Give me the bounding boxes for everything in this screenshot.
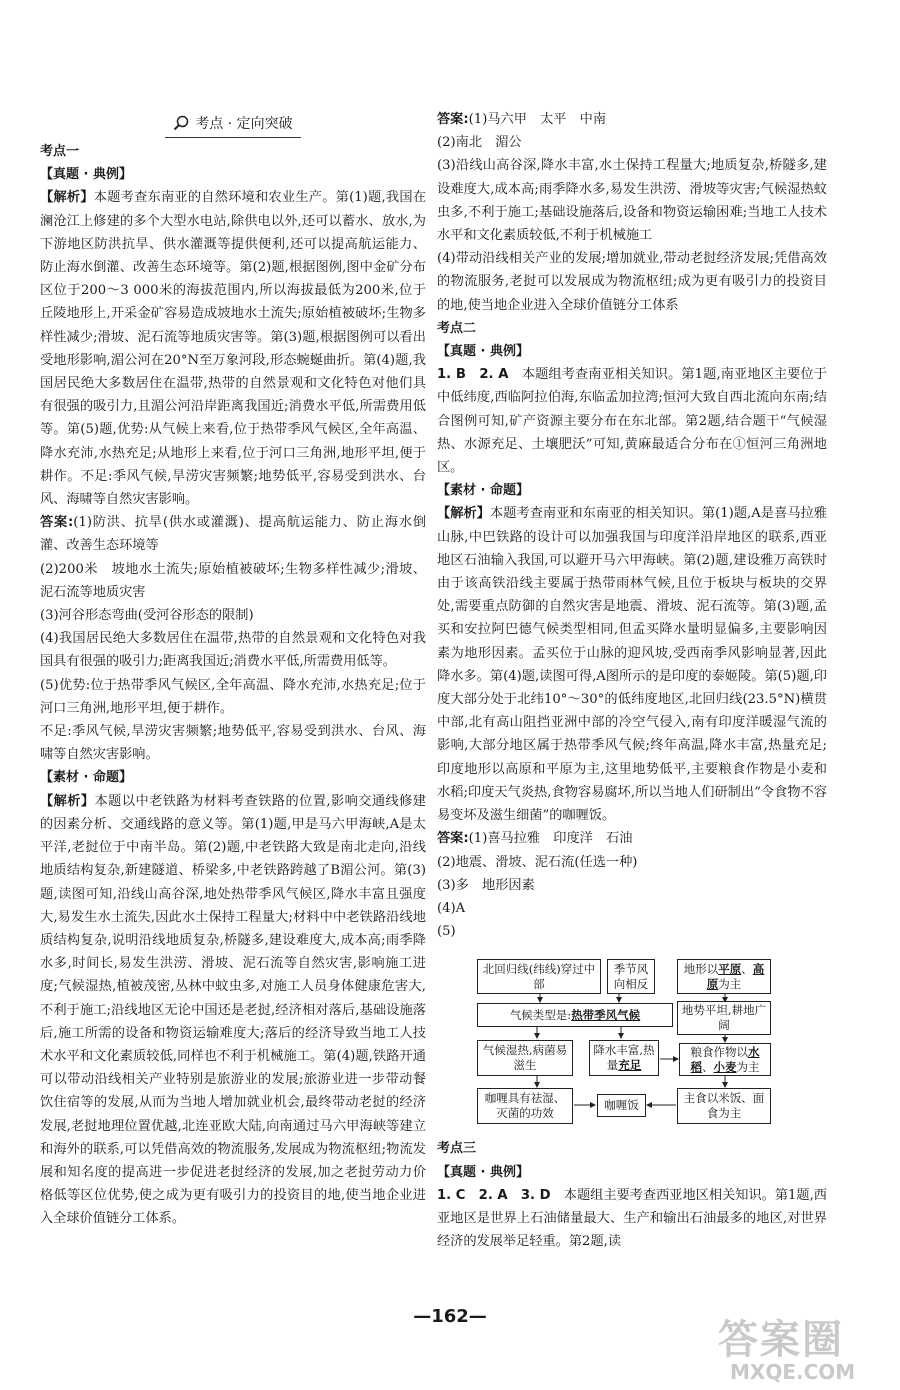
- paragraph: [437, 247, 827, 317]
- paragraph-text: 本题考查南亚和东南亚的相关知识。第(1)题,A是喜马拉雅山脉,中巴铁路的设计可以加强我国与印度洋沿岸地区的联系,西亚地区石油输入我国,可以避开马六甲海峡。第(2)题,建设雅万高铁时由于该高铁沿线主要属于热带雨林气候,且位于板块与板块的交界处,需要重点防御的自然灾害是地震、滑坡、泥石流等。第(3)题,孟买和安拉阿巴德气候类型相同,但孟买降水量明显偏多,主要影响因素为地形因素。孟买位于山脉的迎风坡,受西南季风影响显著,因此降水多。第(4)题,读图可得,A图所示的是印度的泰姬陵。第(5)题,印度大部分处于北纬10°～30°的低纬度地区,北回归线(23.5°N)横贯中部,北有高山阻挡亚洲中部的冷空气侵入,南有印度洋暖湿气流的影响,大部分地区属于热带季风气候;终年高温,降水丰富,热量充足;印度地形以高原和平原为主,这里地势低平,主要粮食作物是小麦和水稻;印度天气炎热,食物容易腐坏,所以当地人们研制出“令食物不容易变坏及滋生细菌”的咖喱饭。: [437, 506, 827, 824]
- section-heading: 【真题 · 典例】: [40, 167, 132, 183]
- paragraph-text: (5): [437, 924, 456, 940]
- watermark-bottom: MXQE.COM: [730, 1360, 856, 1384]
- flow-key: 高原: [706, 961, 765, 991]
- flow-key: 平原: [718, 961, 742, 976]
- paragraph: [40, 604, 426, 627]
- paragraph-text: (1)防洪、抗旱(供水或灌溉)、提高航运能力、防止海水倒灌、改善生态环境等: [40, 515, 427, 554]
- paragraph-lead: 答案:: [40, 515, 74, 531]
- paragraph: [40, 558, 426, 604]
- flow-key: 小麦: [713, 1059, 737, 1074]
- right-column: [437, 108, 827, 1253]
- paragraph: [437, 108, 827, 131]
- right-column-text: [437, 108, 827, 943]
- paragraph: [40, 674, 426, 720]
- watermark-logo: [718, 1318, 896, 1384]
- flow-box-humid: [477, 1040, 573, 1076]
- paragraph-text: (2)地震、滑坡、泥石流(任选一种): [437, 854, 638, 870]
- flow-text: 地形以: [683, 961, 719, 976]
- flow-box-monsoon-wind-text: 季节风向相反: [613, 961, 649, 991]
- flow-box-terrain-text: [680, 962, 768, 992]
- flow-text: 粮食作物以: [690, 1044, 748, 1059]
- flow-box-curry-rice: [597, 1094, 646, 1117]
- paragraph-text: (3)河谷形态弯曲(受河谷形态的限制): [40, 608, 254, 624]
- flow-text: 、: [702, 1059, 714, 1074]
- flow-box-rain-text: [592, 1043, 656, 1073]
- paragraph: [437, 920, 827, 943]
- left-column: [40, 140, 426, 1231]
- flow-box-humid-text: 气候湿热,病菌易滋生: [482, 1043, 568, 1073]
- right-column-tail: [437, 1137, 827, 1253]
- section-banner-title: 考点 · 定向突破: [195, 116, 293, 132]
- paragraph: [437, 827, 827, 850]
- section-banner-inner: [165, 113, 300, 138]
- flow-key: 充足: [618, 1058, 642, 1073]
- flow-box-curry-effect-text: 咖喱具有祛湿、灭菌的功效: [484, 1091, 566, 1121]
- paragraph-lead: 【解析】: [40, 190, 94, 206]
- paragraph-lead: 【解析】: [40, 793, 95, 809]
- flow-box-crops-text: [682, 1045, 768, 1075]
- flow-box-staple: [677, 1088, 771, 1124]
- paragraph-lead: 【解析】: [437, 506, 490, 522]
- watermark-top: 答案圈: [718, 1317, 844, 1363]
- flow-box-curry-rice-text: 咖喱饭: [604, 1098, 639, 1113]
- flow-text: 气候类型是:: [509, 1007, 572, 1022]
- paragraph: [437, 502, 827, 827]
- paragraph-lead: 答案:: [437, 831, 469, 847]
- paragraph-lead: 1. B 2. A: [437, 367, 522, 383]
- paragraph-lead: 1. C 2. A 3. D: [437, 1187, 564, 1203]
- paragraph: [40, 720, 426, 766]
- flowchart: [437, 947, 827, 1137]
- paragraph-text: (5)优势:位于热带季风气候区,全年高温、降水充沛,水热充足;位于河口三角洲,地形平坦,便于耕作。: [40, 677, 426, 716]
- section-heading: 考点三: [437, 1141, 477, 1157]
- paragraph-text: (1)喜马拉雅 印度洋 石油: [468, 831, 633, 847]
- flow-box-terrain: [677, 959, 771, 994]
- paragraph: [40, 627, 426, 673]
- flow-box-flat: [677, 1001, 771, 1035]
- paragraph: [40, 186, 426, 511]
- paragraph: [437, 131, 827, 154]
- paragraph: [437, 154, 827, 247]
- paragraph-text: 本题组考查南亚相关知识。第1题,南亚地区主要位于中低纬度,西临阿拉伯海,东临孟加拉湾;恒河大致自西北流向东南;结合图例可知,矿产资源主要分布在东北部。第2题,结合题干“气候湿热、水源充足、土壤肥沃”可知,黄麻最适合分布在①恒河三角洲地区。: [437, 367, 827, 476]
- paragraph-text: (1)马六甲 太平 中南: [468, 112, 607, 127]
- paragraph-text: (4)带动沿线相关产业的发展;增加就业,带动老挝经济发展;凭借高效的物流服务,老挝可以发展成为物流枢纽;成为更有吸引力的投资目的地,使当地企业进入全球价值链分工体系: [437, 251, 827, 313]
- flow-box-crops: [679, 1043, 771, 1076]
- paragraph: [437, 363, 827, 479]
- paragraph-text: 本题组主要考查西亚地区相关知识。第1题,西亚地区是世界上石油储量最大、生产和输出石油最多的地区,对世界经济的发展举足轻重。第2题,读: [437, 1187, 827, 1250]
- flow-text: 为主: [736, 1059, 760, 1074]
- flow-box-climate-text: [510, 1008, 640, 1023]
- paragraph-text: 本题以中老铁路为材料考查铁路的位置,影响交通线修建的因素分析、交通线路的意义等。第(1)题,甲是马六甲海峡,A是太平洋,老挝位于中南半岛。第(2)题,中老铁路大致是南北走向,沿线地质结构复杂,新建隧道、桥梁多,中老铁路跨越了B湄公河。第(3)题,读图可知,沿线山高谷深,地处热带季风气候区,降水丰富且强度大,易发生水土流失,因此水土保持工程量大;材料中中老铁路沿线地质结构复杂,说明沿线地质复杂,桥隧多,建设难度大,成本高;雨季降水多,时间长,易发生洪涝、滑坡、泥石流等自然灾害,影响施工进度;气候湿热,植被茂密,丛林中蚊虫多,对施工人员身体健康危害大,不利于施工;沿线地区无论中国还是老挝,经济相对落后,基础设施落后,施工所需的设备和物资运输难度大;落后的经济导致当地工人技术水平和文化素质较低,同样也不利于机械施工。第(4)题,铁路开通可以带动沿线相关产业特别是旅游业的发展;旅游业进一步带动餐饮住宿等的发展,从而为当地人增加就业机会,最终带动老挝的经济发展,老挝地理位置优越,北连亚欧大陆,向南通过马六甲海峡等建立和海外的联系,可以凭借高效的物流服务,发展成为物流枢纽;物流发展和知名度的提高进一步促进老挝经济的发展,加之老挝劳动力价格低等区位优势,使之成为更有吸引力的投资目的地,使当地企业进入全球价值链分工体系。: [40, 793, 426, 1227]
- section-heading: 【素材 · 命题】: [437, 483, 529, 499]
- paragraph: [437, 851, 827, 874]
- paragraph: [40, 790, 426, 1231]
- paragraph: [437, 897, 827, 920]
- paragraph-text: (4)我国居民绝大多数居住在温带,热带的自然景观和文化特色对我国具有很强的吸引力;距离我国近;消费水平低,所需费用低等。: [40, 631, 426, 670]
- flow-box-monsoon-wind: [607, 959, 655, 994]
- flow-box-flat-text: 地势平坦,耕地广阔: [681, 1003, 767, 1033]
- flow-key: 水稻: [690, 1044, 760, 1074]
- section-heading: 【真题 · 典例】: [437, 1164, 529, 1180]
- magnifier-icon: [173, 115, 189, 131]
- paragraph-text: (2)200米 坡地水土流失;原始植被破坏;生物多样性减少;滑坡、泥石流等地质灾害: [40, 561, 426, 600]
- paragraph: [437, 874, 827, 897]
- paragraph-text: 本题考查东南亚的自然环境和农业生产。第(1)题,我国在澜沧江上修建的多个大型水电站,除供电以外,还可以蓄水、放水,为下游地区防洪抗旱、供水灌溉等提供便利,还可以提高航运能力、防止海水倒灌、改善生态环境等。第(2)题,根据图例,图中金矿分布区位于200～3 000米的海拔范围内,所以海拔最低为200米,位于丘陵地形上,开采金矿容易造成坡地水土流失;原始植被破坏;生物多样性减少;滑坡、泥石流等地质灾害等。第(3)题,根据图例可以看出受地形影响,湄公河在20°N至万象河段,形态蜿蜒曲折。第(4)题,我国居民绝大多数居住在温带,热带的自然景观和文化特色对他们具有很强的吸引力,且湄公河沿岸距离我国近;消费水平低,所需费用低等。第(5)题,优势:从气候上来看,位于热带季风气候区,全年高温、降水充沛,水热充足;从地形上来看,位于河口三角洲,地形平坦,便于耕作。不足:季风气候,旱涝灾害频繁;地势低平,容易受到洪水、台风、海啸等自然灾害影响。: [40, 190, 427, 508]
- paragraph-text: (4)A: [437, 900, 466, 916]
- flow-text: 为主: [718, 976, 742, 991]
- paragraph-text: (3)多 地形因素: [437, 877, 535, 893]
- section-heading: 【真题 · 典例】: [437, 344, 529, 360]
- flow-box-climate: [477, 1003, 673, 1027]
- flow-text: 、: [741, 961, 753, 976]
- page-number: —162—: [413, 1306, 487, 1327]
- section-heading: 【素材 · 命题】: [40, 770, 132, 786]
- section-heading: 考点二: [437, 320, 477, 336]
- section-banner: [40, 113, 426, 139]
- paragraph: [40, 511, 426, 557]
- paragraph-lead: 答案:: [437, 112, 469, 127]
- section-heading: 考点一: [40, 144, 80, 159]
- flow-box-tropic-text: 北回归线(纬线)穿过中部: [482, 961, 596, 991]
- flow-key: 热带季风气候: [571, 1007, 641, 1022]
- paragraph-text: 不足:季风气候,旱涝灾害频繁;地势低平,容易受到洪水、台风、海啸等自然灾害影响。: [40, 724, 426, 763]
- flow-box-rain: [589, 1040, 659, 1076]
- flow-text: 降水丰富,热量: [593, 1043, 655, 1073]
- paragraph-text: (3)沿线山高谷深,降水丰富,水土保持工程量大;地质复杂,桥隧多,建设难度大,成本高;雨季降水多,易发生洪涝、滑坡等灾害;气候湿热蚊虫多,不利于施工;基础设施落后,设备和物资运输困难;当地工人技术水平和文化素质较低,不利于机械施工: [437, 158, 827, 244]
- paragraph: [437, 1184, 827, 1254]
- flow-box-staple-text: 主食以米饭、面食为主: [683, 1091, 765, 1121]
- flow-box-curry-effect: [477, 1088, 573, 1124]
- paragraph-text: (2)南北 湄公: [437, 135, 522, 151]
- flow-box-tropic: [477, 959, 601, 994]
